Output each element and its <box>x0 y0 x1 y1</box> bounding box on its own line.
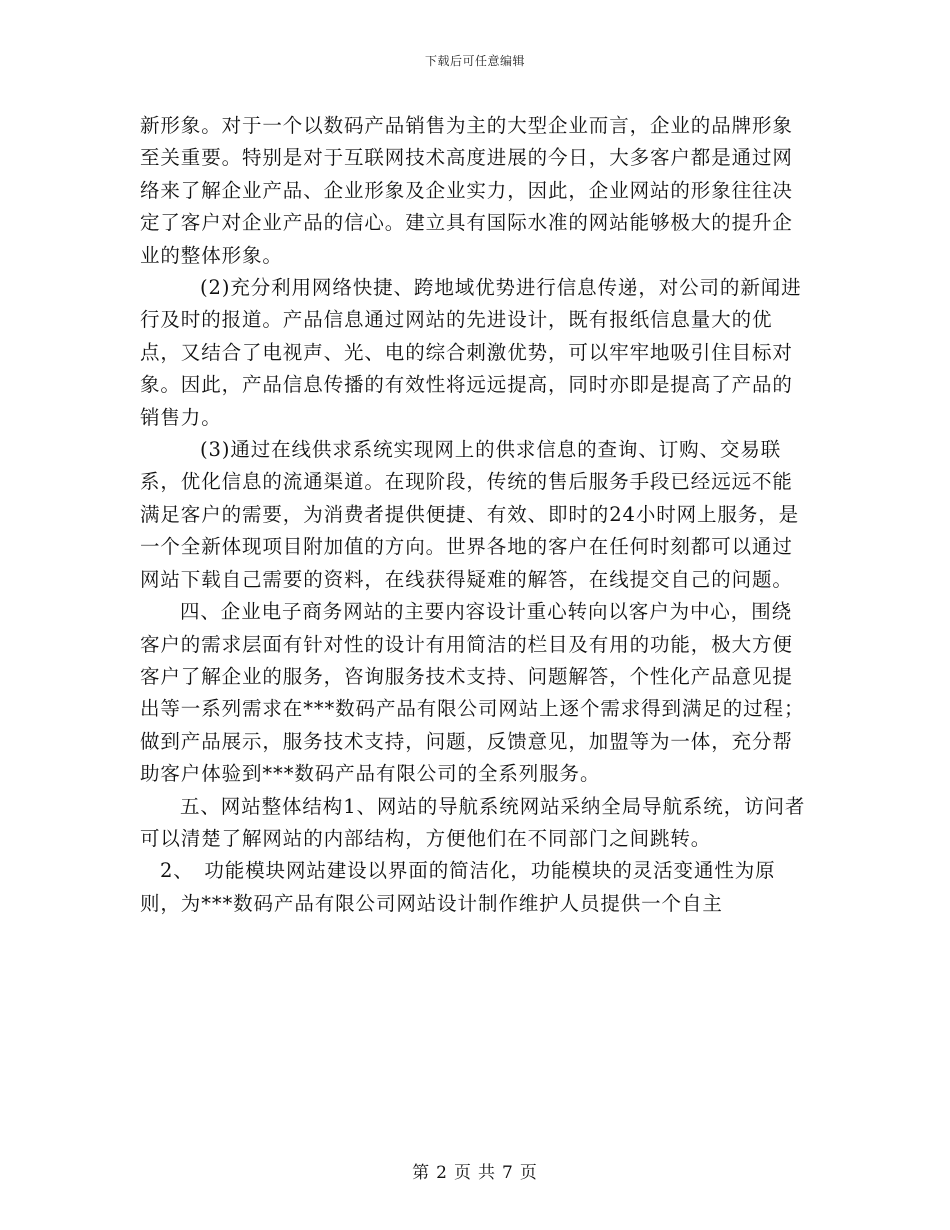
page-label-mid: 页 <box>454 1163 472 1183</box>
document-body <box>140 110 812 920</box>
total-label: 共 <box>478 1163 496 1183</box>
paragraph-section-5: 五、网站整体结构1、网站的导航系统网站采纳全局导航系统，访问者可以清楚了解网站的内部结构，方便他们在不同部门之间跳转。 <box>140 794 806 850</box>
paragraph-function-modules: 2、 功能模块网站建设以界面的简洁化，功能模块的灵活变通性为原则，为***数码产品有限公司网站设计制作维护人员提供一个自主 <box>140 859 776 915</box>
page-label-suffix: 页 <box>519 1163 538 1183</box>
page-footer <box>0 1158 950 1183</box>
paragraph-item-3: (3)通过在线供求系统实现网上的供求信息的查询、订购、交易联系，优化信息的流通渠道。在现阶段，传统的售后服务手段已经远远不能满足客户的需要，为消费者提供便捷、有效、即时的24小时网上服务，是一个全新体现项目附加值的方向。世界各地的客户在任何时刻都可以通过网站下载自己需要的资料，在线获得疑难的解答，在线提交自己的问题。 <box>140 438 800 591</box>
current-page-number: 2 <box>436 1163 448 1183</box>
page-header: 下载后可任意编辑 <box>424 54 525 68</box>
paragraph-continuation: 新形象。对于一个以数码产品销售为主的大型企业而言，企业的品牌形象至关重要。特别是对于互联网技术高度进展的今日，大多客户都是通过网络来了解企业产品、企业形象及企业实力，因此，企业网站的形象往往决定了客户对企业产品的信心。建立具有国际水准的网站能够极大的提升企业的整体形象。 <box>140 114 793 267</box>
page-label-prefix: 第 <box>412 1163 431 1183</box>
paragraph-item-2: (2)充分利用网络快捷、跨地域优势进行信息传递，对公司的新闻进行及时的报道。产品信息通过网站的先进设计，既有报纸信息量大的优点，又结合了电视声、光、电的综合刺激优势，可以牢牢地吸引住目标对象。因此，产品信息传播的有效性将远远提高，同时亦即是提高了产品的销售力。 <box>140 276 802 429</box>
paragraph-section-4: 四、企业电子商务网站的主要内容设计重心转向以客户为中心，围绕客户的需求层面有针对性的设计有用简洁的栏目及有用的功能，极大方便客户了解企业的服务，咨询服务技术支持、问题解答，个性化产品意见提出等一系列需求在***数码产品有限公司网站上逐个需求得到满足的过程；做到产品展示，服务技术支持，问题，反馈意见，加盟等为一体，充分帮助客户体验到***数码产品有限公司的全系列服务。 <box>140 600 805 786</box>
total-pages-number: 7 <box>502 1163 514 1183</box>
